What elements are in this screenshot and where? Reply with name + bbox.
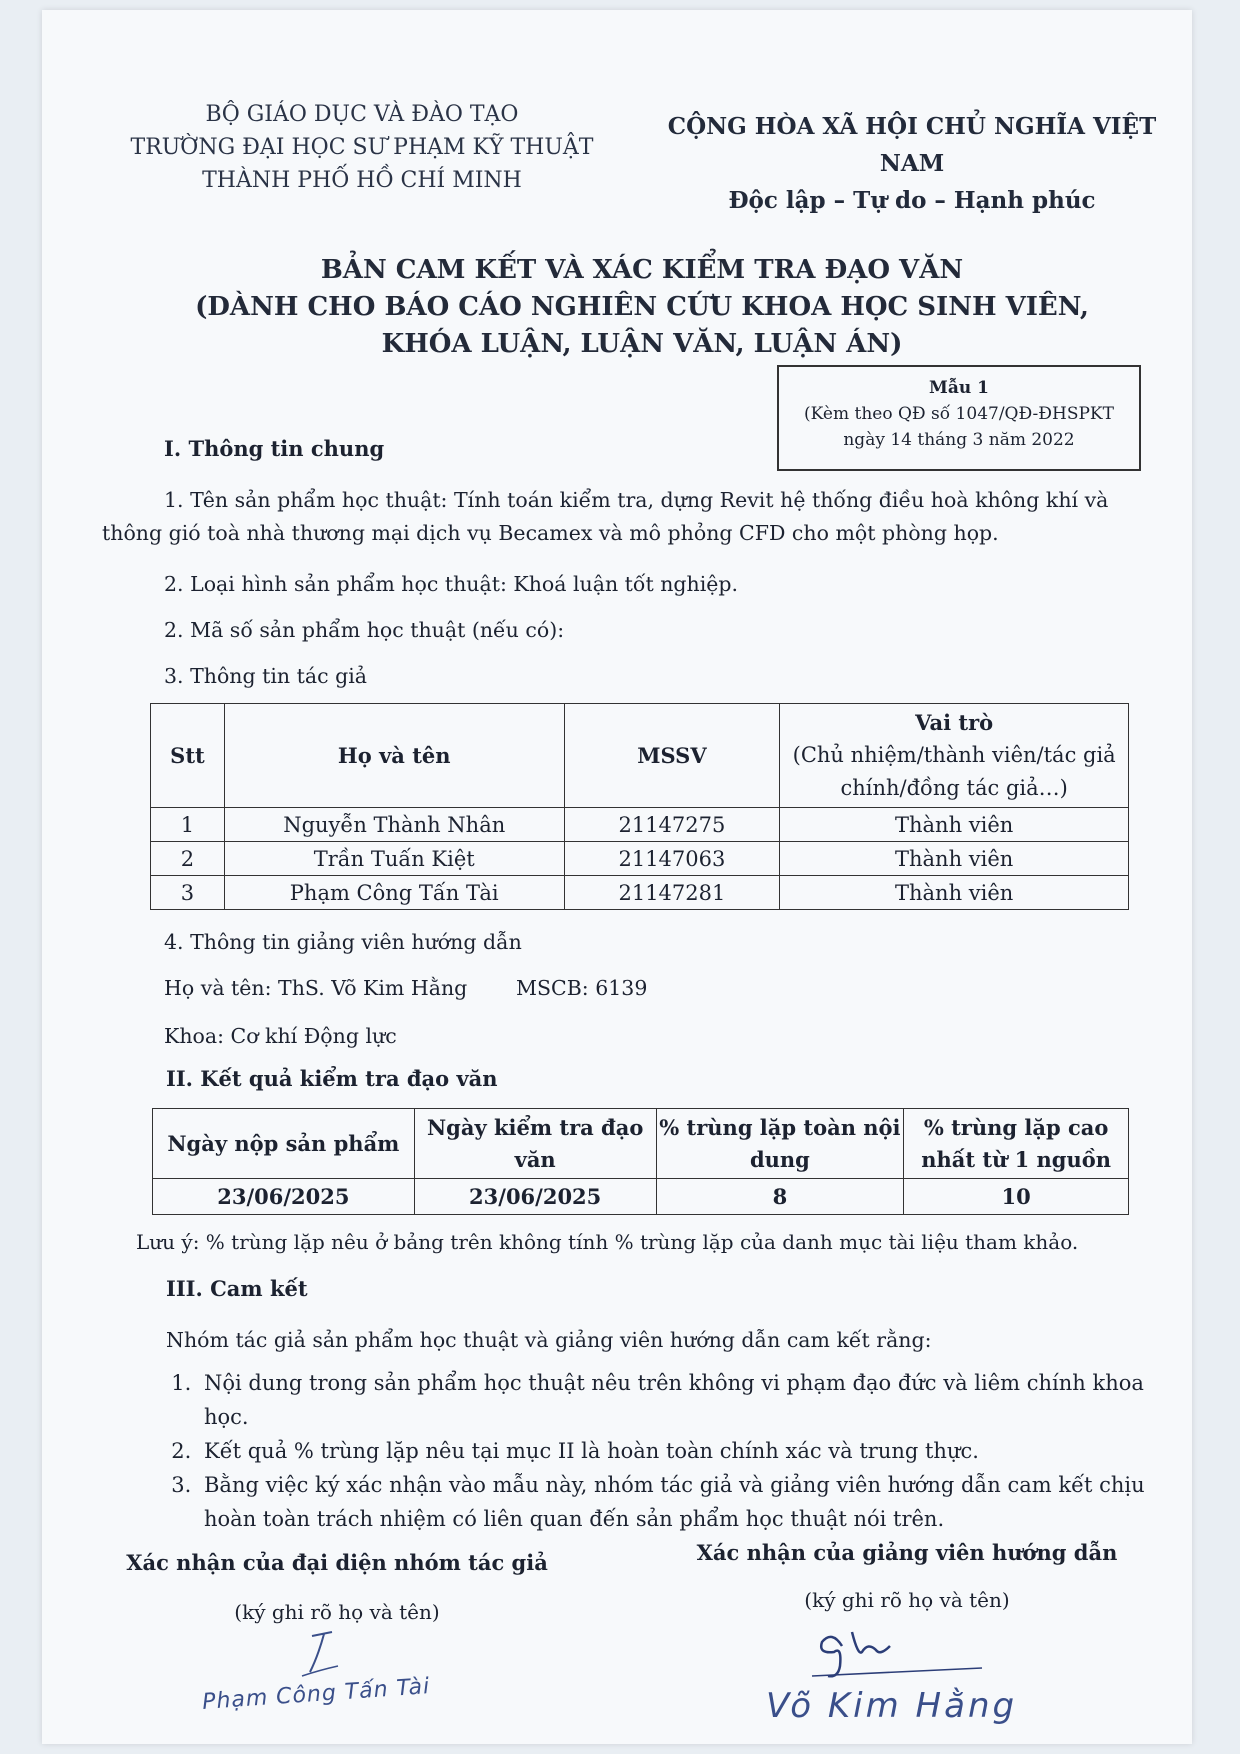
author-role: Thành viên bbox=[780, 808, 1129, 842]
author-signature-subtitle: (ký ghi rõ họ và tên) bbox=[234, 1600, 440, 1624]
advisor-faculty: Khoa: Cơ khí Động lực bbox=[164, 1024, 397, 1048]
product-type: 2. Loại hình sản phẩm học thuật: Khoá luận tốt nghiệp. bbox=[164, 572, 739, 596]
author-signature-title: Xác nhận của đại diện nhóm tác giả bbox=[126, 1550, 548, 1575]
table-row bbox=[151, 842, 1129, 876]
col-submit-date: Ngày nộp sản phẩm bbox=[153, 1109, 415, 1179]
list-item: 2. Kết quả % trùng lặp nêu tại mục II là hoàn toàn chính xác và trung thực. bbox=[198, 1434, 1150, 1468]
submit-date: 23/06/2025 bbox=[153, 1179, 415, 1215]
city-name: THÀNH PHỐ HỒ CHÍ MINH bbox=[202, 168, 522, 193]
table-row bbox=[151, 808, 1129, 842]
author-name: Phạm Công Tấn Tài bbox=[224, 876, 564, 910]
national-motto: Độc lập – Tự do – Hạnh phúc bbox=[728, 187, 1096, 214]
col-check-date: Ngày kiểm tra đạo văn bbox=[414, 1109, 656, 1179]
table-header-row bbox=[153, 1109, 1129, 1179]
col-role bbox=[780, 704, 1129, 808]
product-name: 1. Tên sản phẩm học thuật: Tính toán kiểm tra, dựng Revit hệ thống điều hoà không khí và thông gió toà nhà thương mại dịch vụ Becamex và mô phỏng CFD cho một phòng họp. bbox=[102, 488, 1109, 545]
author-stt: 2 bbox=[151, 842, 225, 876]
section-1-heading: I. Thông tin chung bbox=[164, 436, 385, 461]
check-date: 23/06/2025 bbox=[414, 1179, 656, 1215]
advisor-signature-subtitle: (ký ghi rõ họ và tên) bbox=[804, 1588, 1010, 1612]
author-role: Thành viên bbox=[780, 842, 1129, 876]
advisor-signature-name: Võ Kim Hằng bbox=[766, 1686, 1018, 1726]
section-3-heading: III. Cam kết bbox=[166, 1276, 308, 1301]
document-title bbox=[192, 252, 1092, 363]
form-reference-box bbox=[777, 365, 1141, 471]
col-max-source-similarity: % trùng lặp cao nhất từ 1 nguồn bbox=[904, 1109, 1129, 1179]
advisor-heading: 4. Thông tin giảng viên hướng dẫn bbox=[164, 930, 522, 954]
author-mssv: 21147063 bbox=[564, 842, 780, 876]
country-name: CỘNG HÒA XÃ HỘI CHỦ NGHĨA VIỆT NAM bbox=[667, 113, 1157, 177]
author-stt: 3 bbox=[151, 876, 225, 910]
author-name: Trần Tuấn Kiệt bbox=[224, 842, 564, 876]
col-role-title: Vai trò bbox=[915, 710, 994, 735]
institution-header bbox=[102, 98, 622, 197]
author-signature bbox=[192, 1626, 532, 1736]
advisor-signature bbox=[766, 1616, 1102, 1736]
section-2-heading: II. Kết quả kiểm tra đạo văn bbox=[166, 1066, 498, 1091]
plagiarism-table bbox=[152, 1108, 1129, 1215]
col-role-subtitle: (Chủ nhiệm/thành viên/tác giả chính/đồng tác giả…) bbox=[792, 743, 1116, 800]
product-code: 2. Mã số sản phẩm học thuật (nếu có): bbox=[164, 618, 565, 642]
university-name: TRƯỜNG ĐẠI HỌC SƯ PHẠM KỸ THUẬT bbox=[130, 135, 594, 160]
advisor-mscb: MSCB: 6139 bbox=[516, 976, 648, 1000]
authors-heading: 3. Thông tin tác giả bbox=[164, 664, 368, 688]
advisor-signature-title: Xác nhận của giảng viên hướng dẫn bbox=[696, 1540, 1118, 1565]
form-decision: (Kèm theo QĐ số 1047/QĐ-ĐHSPKT bbox=[804, 404, 1114, 424]
authors-table bbox=[150, 703, 1129, 910]
author-name: Nguyễn Thành Nhân bbox=[224, 808, 564, 842]
author-stt: 1 bbox=[151, 808, 225, 842]
form-number: Mẫu 1 bbox=[929, 378, 989, 398]
ministry-name: BỘ GIÁO DỤC VÀ ĐÀO TẠO bbox=[205, 102, 519, 127]
title-line-2: (DÀNH CHO BÁO CÁO NGHIÊN CỨU KHOA HỌC SINH VIÊN, bbox=[195, 292, 1089, 322]
table-row bbox=[153, 1179, 1129, 1215]
commitment-intro: Nhóm tác giả sản phẩm học thuật và giảng viên hướng dẫn cam kết rằng: bbox=[166, 1328, 932, 1352]
col-name: Họ và tên bbox=[224, 704, 564, 808]
title-line-1: BẢN CAM KẾT VÀ XÁC KIỂM TRA ĐẠO VĂN bbox=[320, 255, 964, 285]
commitment-list bbox=[160, 1366, 1150, 1536]
overall-similarity: 8 bbox=[656, 1179, 904, 1215]
author-signature-name: Phạm Công Tấn Tài bbox=[201, 1674, 432, 1715]
col-mssv: MSSV bbox=[564, 704, 780, 808]
max-source-similarity: 10 bbox=[904, 1179, 1129, 1215]
advisor-name: Họ và tên: ThS. Võ Kim Hằng bbox=[164, 976, 468, 1000]
form-date: ngày 14 tháng 3 năm 2022 bbox=[843, 430, 1075, 450]
table-row bbox=[151, 876, 1129, 910]
author-mssv: 21147281 bbox=[564, 876, 780, 910]
list-item: 1. Nội dung trong sản phẩm học thuật nêu trên không vi phạm đạo đức và liêm chính khoa học. bbox=[198, 1366, 1150, 1434]
col-overall-similarity: % trùng lặp toàn nội dung bbox=[656, 1109, 904, 1179]
author-mssv: 21147275 bbox=[564, 808, 780, 842]
national-header bbox=[642, 108, 1182, 219]
col-stt: Stt bbox=[151, 704, 225, 808]
plagiarism-note: Lưu ý: % trùng lặp nêu ở bảng trên không tính % trùng lặp của danh mục tài liệu tham khảo. bbox=[136, 1230, 1079, 1254]
author-role: Thành viên bbox=[780, 876, 1129, 910]
table-header-row bbox=[151, 704, 1129, 808]
title-line-3: KHÓA LUẬN, LUẬN VĂN, LUẬN ÁN) bbox=[381, 329, 903, 359]
list-item: 3. Bằng việc ký xác nhận vào mẫu này, nhóm tác giả và giảng viên hướng dẫn cam kết chịu hoàn toàn trách nhiệm có liên quan đến sản phẩm học thuật nói trên. bbox=[198, 1468, 1150, 1536]
document-page bbox=[42, 10, 1192, 1744]
